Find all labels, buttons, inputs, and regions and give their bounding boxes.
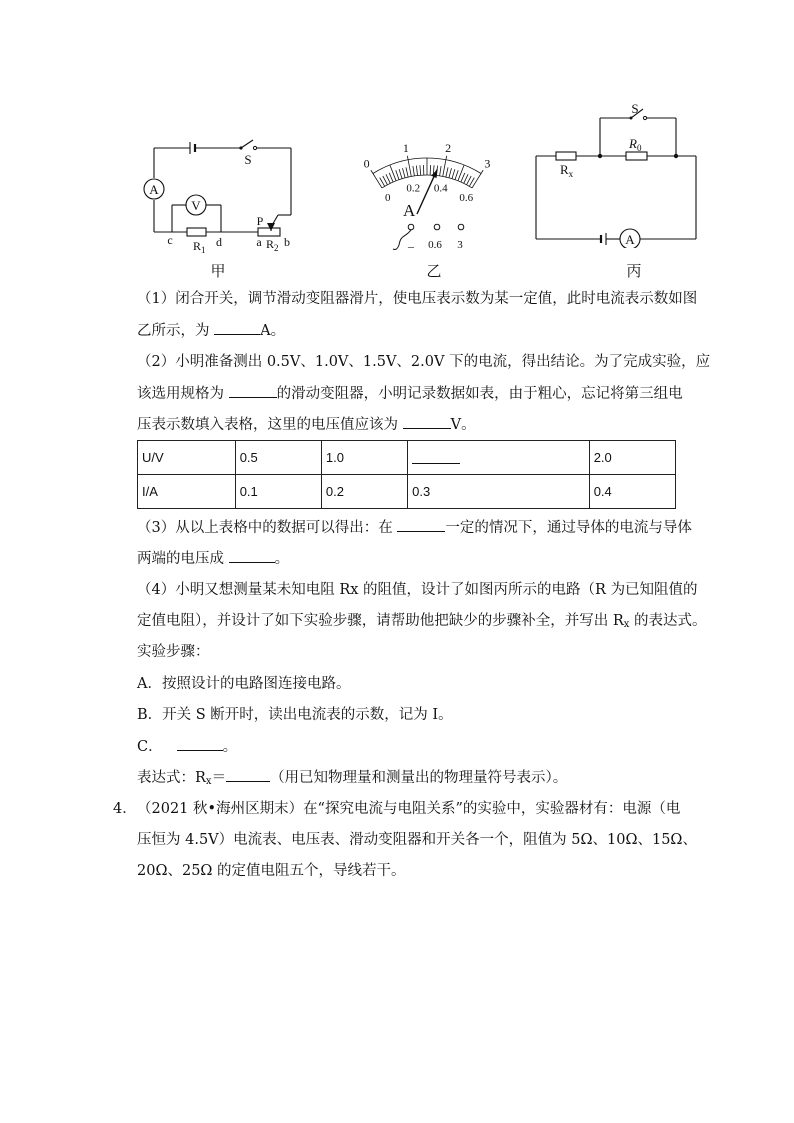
table-cell: 0.5	[235, 441, 321, 475]
data-table	[137, 440, 676, 509]
r2-label: $R_2$	[266, 237, 279, 253]
answer-blank-table	[412, 449, 460, 464]
dial-tick	[403, 168, 406, 178]
q3-part3-line1: （3）从以上表格中的数据可以得出：在 一定的情况下，通过导体的电流与导体	[137, 517, 697, 538]
q4-number: 4．	[113, 801, 137, 817]
dial-tick	[413, 166, 414, 176]
figure-yi-caption: 乙	[426, 262, 442, 280]
dial-outer-tick-label: 2	[445, 140, 452, 155]
dial-scale-arc	[382, 175, 472, 188]
node-d-label: d	[216, 235, 222, 249]
dial-tick	[386, 174, 390, 183]
figure-jia-caption: 甲	[210, 262, 226, 280]
dial-tick	[452, 169, 455, 179]
q3-part4-line1: （4）小明又想测量某未知电阻 Rx 的阻值，设计了如图丙所示的电路（R 为已知阻值的	[137, 582, 698, 598]
dial-inner-tick-label: 0	[385, 192, 391, 205]
ammeter-label: A	[149, 182, 159, 197]
ammeter-label: A	[625, 232, 635, 247]
terminal-3: 3	[457, 239, 463, 251]
q4-line2: 压恒为 4.5V）电流表、电压表、滑动变阻器和开关各一个，阻值为 5Ω、10Ω、15Ω、	[137, 832, 697, 848]
table-cell-blank	[408, 441, 590, 475]
q3-part2-line3: 压表示数填入表格，这里的电压值应该为 V。	[137, 414, 697, 435]
table-cell: I/A	[138, 475, 236, 509]
terminal-0-6: 0.6	[428, 239, 442, 251]
table-cell: 0.4	[589, 475, 675, 509]
table-cell: 0.2	[321, 475, 407, 509]
q3-part2-line1: （2）小明准备测出 0.5V、1.0V、1.5V、2.0V 下的电流，得出结论。为了完成实验，应	[137, 354, 711, 370]
expression-line: 表达式：$R_x=$ （用已知物理量和测量出的物理量符号表示）。	[137, 767, 697, 792]
dial-unit-label: A	[403, 201, 416, 220]
table-cell: 0.3	[408, 475, 590, 509]
q3-part4-line2: 定值电阻），并设计了如下实验步骤，请帮助他把缺少的步骤补全，并写出 $R_x$ 的表达式。	[137, 613, 707, 630]
dial-tick	[420, 165, 421, 175]
answer-blank-current	[214, 320, 260, 335]
table-row	[138, 441, 676, 475]
q3-part2-line2: 该选用规格为 的滑动变阻器，小明记录数据如表，由于粗心，忘记将第三组电	[137, 383, 697, 404]
dial-outer-tick-label: 0	[363, 156, 370, 171]
dial-inner-tick-label: 0.6	[459, 192, 474, 205]
dial-tick	[455, 170, 458, 179]
switch-label: S	[631, 101, 639, 116]
dial-outer-tick-label: 3	[484, 156, 491, 171]
dial-inner-tick-label: 0.2	[406, 182, 421, 195]
dial-tick	[449, 168, 452, 178]
switch-label: S	[244, 152, 252, 167]
figure-jia-circuit	[135, 130, 305, 255]
dial-tick	[461, 173, 465, 182]
q4-line3: 20Ω、25Ω 的定值电阻五个，导线若干。	[137, 863, 406, 879]
answer-blank-voltage	[403, 414, 451, 429]
q3-part1-line1: （1）闭合开关，调节滑动变阻器滑片，使电压表示数为某一定值，此时电流表示数如图	[137, 291, 698, 307]
table-cell: 0.1	[235, 475, 321, 509]
dial-tick	[464, 174, 468, 183]
answer-blank-expression	[226, 767, 270, 782]
slider-p-label: P	[256, 214, 264, 228]
dial-tick	[458, 165, 464, 181]
r0-label: $R_0$	[629, 136, 642, 153]
table-cell: 2.0	[589, 441, 675, 475]
dial-outer-tick-label: 1	[402, 140, 409, 155]
r1-label: $R_1$	[193, 239, 206, 255]
dial-tick	[389, 173, 393, 182]
dial-tick	[406, 167, 408, 177]
answer-blank-condition	[397, 517, 445, 532]
dial-inner-tick-label: 0.4	[433, 182, 448, 195]
voltmeter-label: V	[191, 198, 201, 213]
step-b: B．开关 S 断开时，读出电流表的示数，记为 I。	[137, 707, 453, 723]
q3-part3-line2: 两端的电压成 。	[137, 548, 697, 569]
answer-blank-step-c	[177, 736, 223, 751]
step-c: C． 。	[137, 736, 697, 757]
answer-blank-rheostat	[229, 383, 277, 398]
q4-line1: （2021 秋•海州区期末）在“探究电流与电阻关系”的实验中，实验器材有：电源（电	[137, 801, 681, 817]
node-a-label: a	[256, 235, 262, 249]
figure-bing-caption: 丙	[626, 262, 642, 280]
figure-yi-ammeter-dial	[335, 132, 520, 257]
table-row	[138, 475, 676, 509]
steps-title: 实验步骤：	[137, 644, 210, 660]
dial-tick	[399, 169, 402, 179]
dial-tick	[440, 166, 441, 176]
q3-part1-line2: 乙所示，为 A。	[137, 320, 697, 341]
dial-tick	[446, 167, 448, 177]
terminal-minus: –	[408, 239, 414, 253]
dial-tick	[396, 170, 399, 179]
dial-tick	[416, 166, 417, 176]
step-a: A．按照设计的电路图连接电路。	[137, 676, 351, 692]
answer-blank-relation	[229, 548, 275, 563]
rx-label: $R_x$	[560, 162, 574, 179]
dial-tick	[390, 165, 396, 181]
node-b-label: b	[284, 235, 290, 249]
table-cell: 1.0	[321, 441, 407, 475]
node-c-label: c	[167, 233, 173, 247]
dial-needle-head	[431, 170, 437, 179]
figure-bing-circuit	[530, 98, 705, 248]
table-cell: U/V	[138, 441, 236, 475]
